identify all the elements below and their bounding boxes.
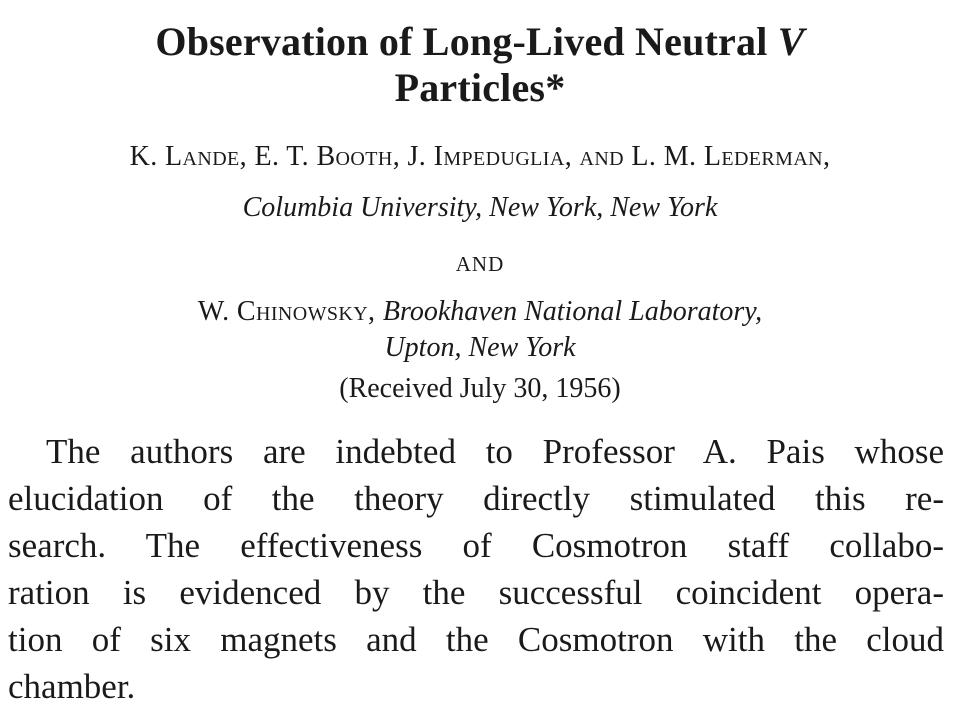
received-date: (Received July 30, 1956) bbox=[339, 373, 621, 404]
paper-title-line-1 bbox=[0, 20, 960, 64]
author-list: K. Lande, E. T. Booth, J. Impeduglia, and L. M. Lederman, bbox=[129, 141, 831, 172]
affiliation-upton: Upton, New York bbox=[384, 332, 576, 363]
title-italic-v: V bbox=[777, 19, 805, 64]
affiliation-brookhaven: Brookhaven National Laboratory, bbox=[382, 296, 763, 327]
title-main-text: Observation of Long-Lived Neutral bbox=[155, 19, 778, 64]
body-line-5: tion of six magnets and the Cosmotron with the cloud bbox=[8, 620, 944, 659]
paper-title-line-2: Particles* bbox=[394, 65, 566, 110]
body-line-1: The authors are indebted to Professor A. Pais whose bbox=[46, 432, 944, 471]
and-separator: AND bbox=[455, 252, 505, 276]
author-chinowsky: W. Chinowsky, bbox=[197, 296, 383, 327]
body-line-6: chamber. bbox=[8, 667, 136, 706]
body-line-4: ration is evidenced by the successful coincident opera- bbox=[8, 573, 944, 612]
body-paragraph bbox=[8, 428, 944, 710]
body-line-3: search. The effectiveness of Cosmotron staff collabo- bbox=[8, 526, 944, 565]
second-author-line bbox=[0, 296, 960, 328]
affiliation-columbia: Columbia University, New York, New York bbox=[242, 192, 718, 223]
body-line-2: elucidation of the theory directly stimulated this re- bbox=[8, 479, 944, 518]
